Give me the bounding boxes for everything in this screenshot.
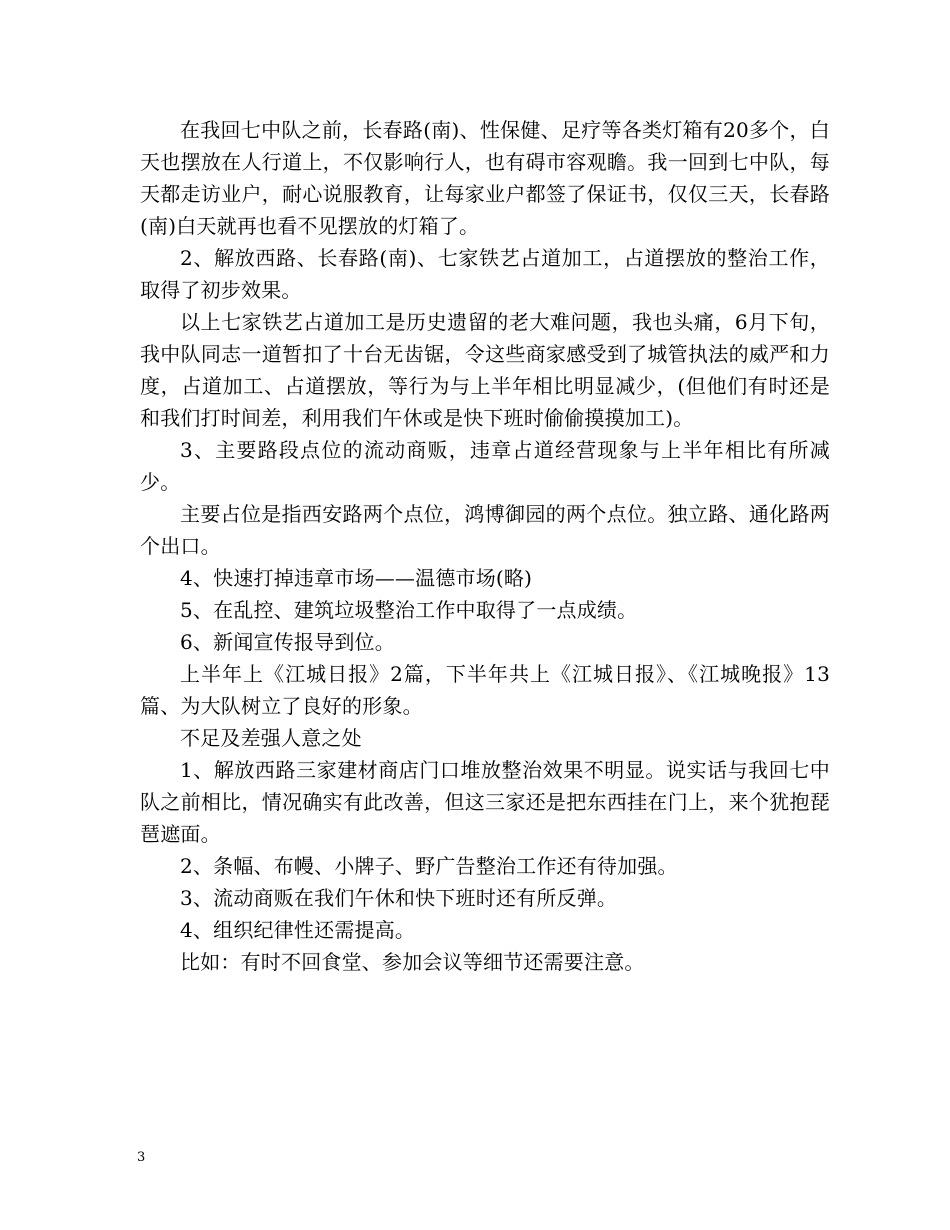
paragraph: 3、流动商贩在我们午休和快下班时还有所反弹。 [180,886,618,910]
paragraph: 上半年上《江城日报》2篇，下半年共上《江城日报》、《江城晚报》13篇、为大队树立了良好的形象。 [140,662,830,718]
paragraph: 2、解放西路、长春路(南)、七家铁艺占道加工，占道摆放的整治工作，取得了初步效果。 [140,246,830,302]
paragraph: 3、主要路段点位的流动商贩，违章占道经营现象与上半年相比有所减少。 [140,438,830,494]
paragraph: 4、组织纪律性还需提高。 [180,918,416,942]
paragraph: 以上七家铁艺占道加工是历史遗留的老大难问题，我也头痛，6月下旬，我中队同志一道暂扣了十台无齿锯，令这些商家感受到了城管执法的威严和力度，占道加工、占道摆放，等行为与上半年相比明显减少，(但他们有时还是和我们打时间差，利用我们午休或是快下班时偷偷摸摸加工)。 [140,310,830,430]
paragraph: 4、快速打掉违章市场——温德市场(略) [180,566,533,590]
paragraph: 5、在乱控、建筑垃圾整治工作中取得了一点成绩。 [180,598,638,622]
body-text [140,114,830,978]
paragraph: 比如：有时不回食堂、参加会议等细节还需要注意。 [180,950,645,974]
paragraph: 主要占位是指西安路两个点位，鸿博御园的两个点位。独立路、通化路两个出口。 [140,502,830,558]
paragraph: 6、新闻宣传报导到位。 [180,630,395,654]
paragraph: 1、解放西路三家建材商店门口堆放整治效果不明显。说实话与我回七中队之前相比，情况确实有此改善，但这三家还是把东西挂在门上，来个犹抱琵琶遮面。 [140,758,830,846]
paragraph: 在我回七中队之前，长春路(南)、性保健、足疗等各类灯箱有20多个，白天也摆放在人行道上，不仅影响行人，也有碍市容观瞻。我一回到七中队，每天都走访业户，耐心说服教育，让每家业户都签了保证书，仅仅三天，长春路(南)白天就再也看不见摆放的灯箱了。 [140,118,830,238]
section-heading: 不足及差强人意之处 [180,726,362,750]
page-number: 3 [137,1150,146,1165]
paragraph: 2、条幅、布幔、小牌子、野广告整治工作还有待加强。 [180,854,678,878]
